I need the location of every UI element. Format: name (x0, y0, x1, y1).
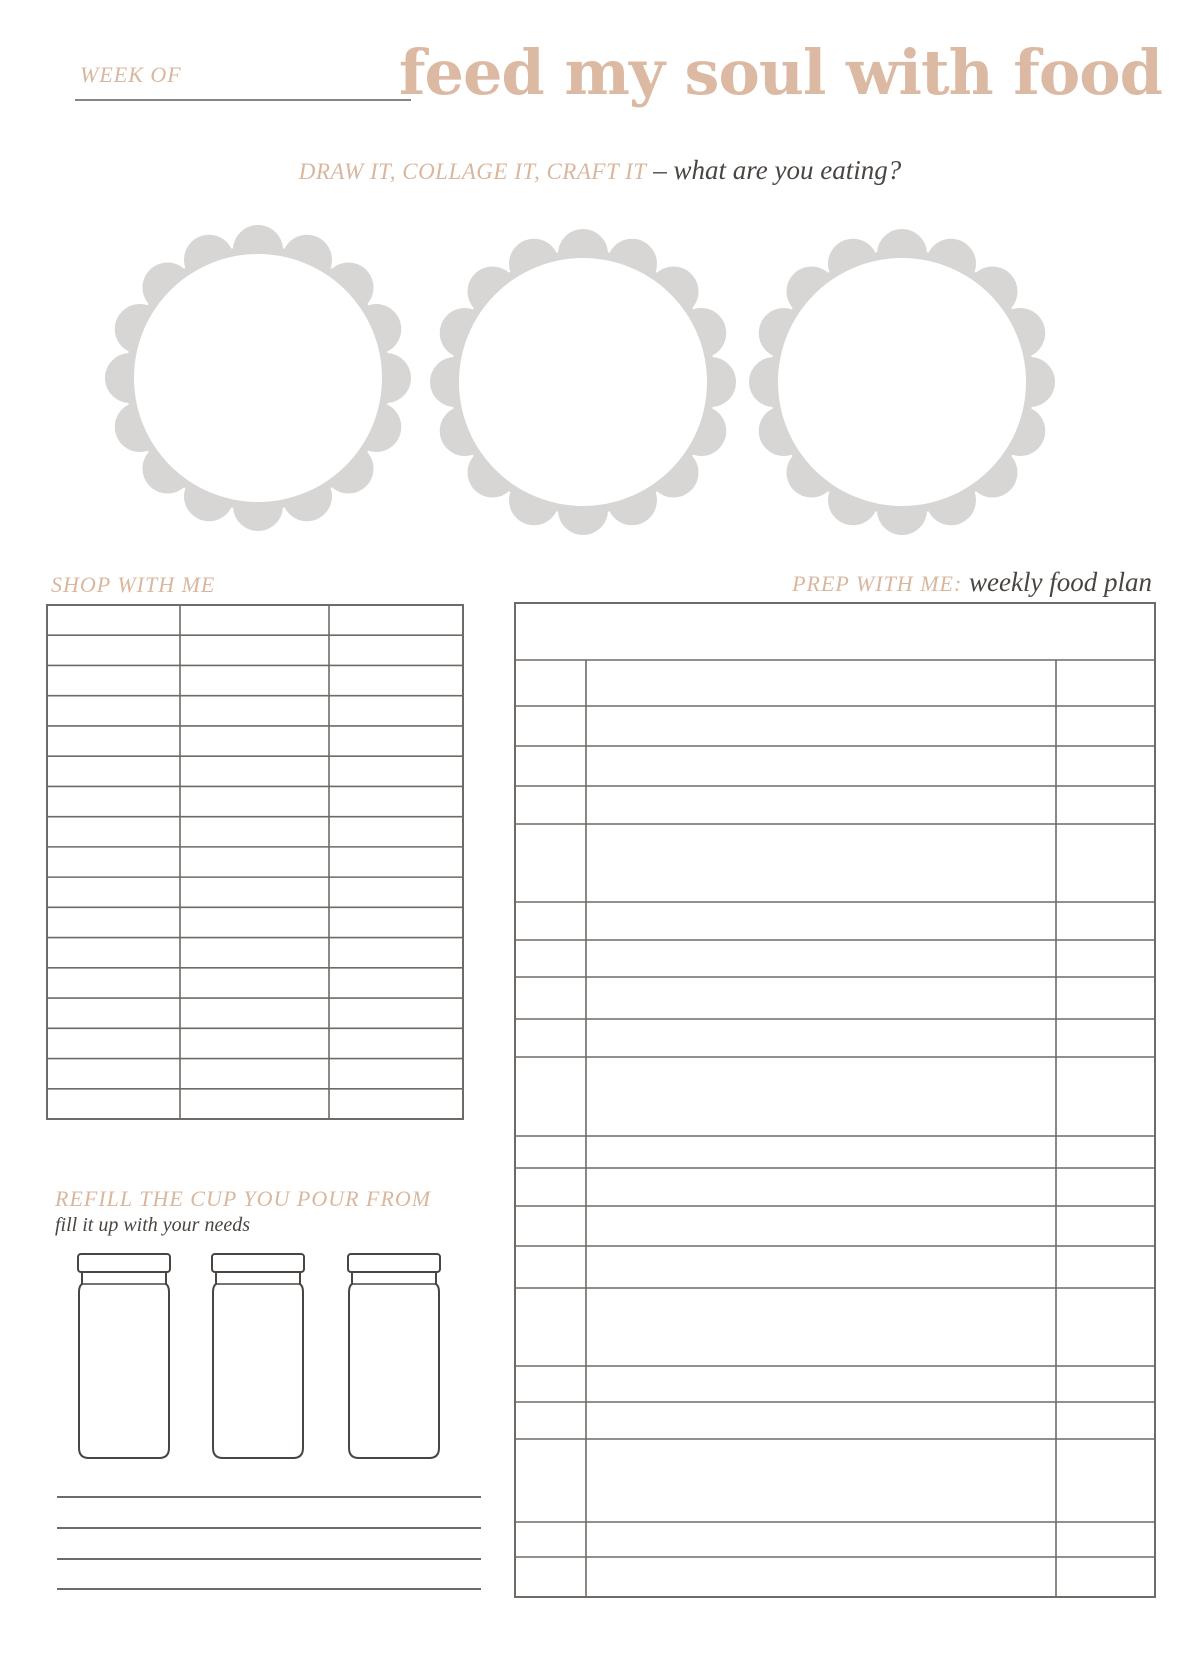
prep-title-caps: PREP WITH ME: (792, 571, 963, 596)
prep-title-rest: weekly food plan (962, 567, 1152, 597)
writing-line[interactable] (57, 1588, 481, 1590)
draw-prompt-caps: DRAW IT, COLLAGE IT, CRAFT IT (298, 159, 647, 184)
plates-area (0, 210, 1200, 540)
jar[interactable] (212, 1254, 304, 1458)
plate-frame[interactable] (105, 225, 411, 531)
week-of-label: WEEK OF (80, 62, 182, 87)
plate-center[interactable] (778, 258, 1026, 506)
jar[interactable] (348, 1254, 440, 1458)
plate-frame[interactable] (749, 229, 1055, 535)
shop-table-border (47, 605, 463, 1119)
writing-line[interactable] (57, 1527, 481, 1529)
shop-title: SHOP WITH ME (51, 572, 216, 597)
jar-lid (348, 1254, 440, 1272)
writing-line[interactable] (57, 1496, 481, 1498)
jar-lid (212, 1254, 304, 1272)
weekly-food-plan-table[interactable] (514, 602, 1158, 1602)
jars-area (72, 1252, 452, 1462)
writing-line[interactable] (57, 1558, 481, 1560)
jar-body (349, 1272, 439, 1458)
draw-prompt-rest: – what are you eating? (646, 155, 902, 185)
plate-center[interactable] (459, 258, 707, 506)
shopping-list-table[interactable] (46, 604, 466, 1124)
jar-body (213, 1272, 303, 1458)
plan-table-border (515, 603, 1155, 1597)
jar-body (79, 1272, 169, 1458)
page-title: feed my soul with food (398, 36, 1162, 109)
week-of-line[interactable] (75, 99, 411, 101)
jar[interactable] (78, 1254, 170, 1458)
refill-subtitle: fill it up with your needs (55, 1214, 250, 1236)
jar-lid (78, 1254, 170, 1272)
refill-title: REFILL THE CUP YOU POUR FROM (55, 1186, 432, 1211)
prep-title (792, 567, 1152, 598)
plate-center[interactable] (134, 254, 382, 502)
plate-frame[interactable] (430, 229, 736, 535)
draw-prompt (0, 155, 1200, 186)
